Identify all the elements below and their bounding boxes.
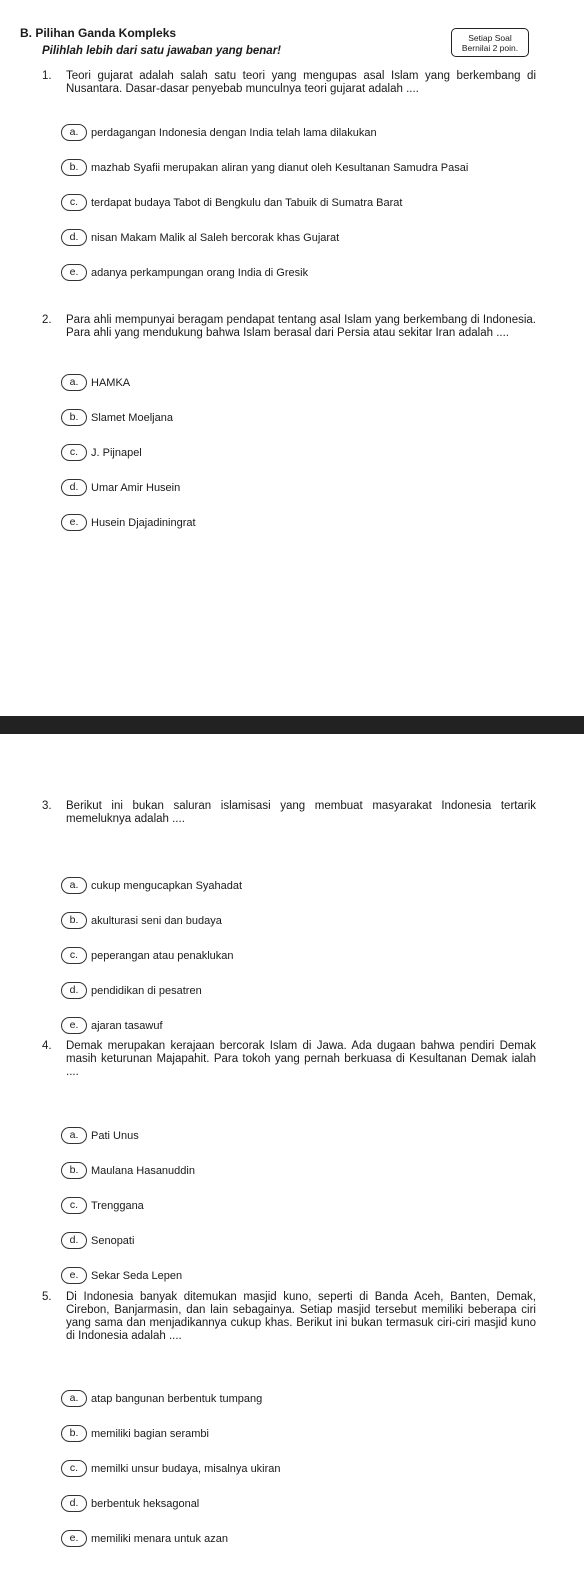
option-text: Slamet Moeljana — [91, 411, 173, 424]
instruction-text: Pilihlah lebih dari satu jawaban yang benar! — [42, 45, 282, 57]
page-divider — [0, 716, 584, 734]
option-letter: c. — [61, 444, 87, 461]
option-text: Maulana Hasanuddin — [91, 1164, 195, 1177]
option-text: Sekar Seda Lepen — [91, 1269, 183, 1282]
option-q4-c[interactable] — [61, 1197, 144, 1215]
section-title: B. Pilihan Ganda Kompleks — [20, 26, 177, 40]
option-q3-b[interactable] — [61, 912, 222, 930]
option-q2-e[interactable] — [61, 514, 196, 532]
option-q5-a[interactable] — [61, 1390, 262, 1408]
option-letter: b. — [61, 1162, 87, 1179]
option-letter: e. — [61, 514, 87, 531]
option-q2-c[interactable] — [61, 444, 142, 462]
question-text: Di Indonesia banyak ditemukan masjid kuno, seperti di Banda Aceh, Banten, Demak, Cirebon, Banjarmasin, dan lain sebagainya. Setiap masjid tersebut memiliki beberapa ciri yang sama dan menjadikannya cukup khas. Berikut ini bukan termasuk ciri-ciri masjid kuno di Indonesia adalah .... — [66, 1291, 536, 1342]
option-q3-c[interactable] — [61, 947, 234, 965]
option-text: memiliki menara untuk azan — [91, 1532, 228, 1545]
badge-line-2: Bernilai 2 poin. — [461, 43, 519, 53]
option-q4-a[interactable] — [61, 1127, 139, 1145]
option-letter: b. — [61, 159, 87, 176]
option-text: nisan Makam Malik al Saleh bercorak khas Gujarat — [91, 231, 340, 244]
option-text: Umar Amir Husein — [91, 481, 181, 494]
question-number: 2. — [42, 314, 52, 326]
badge-line-1: Setiap Soal — [468, 33, 512, 43]
option-letter: d. — [61, 1232, 87, 1249]
question-number: 1. — [42, 70, 52, 82]
option-q5-e[interactable] — [61, 1530, 228, 1548]
option-q3-e[interactable] — [61, 1017, 163, 1035]
option-text: ajaran tasawuf — [91, 1019, 163, 1032]
question-1 — [42, 70, 536, 96]
option-text: mazhab Syafii merupakan aliran yang dianut oleh Kesultanan Samudra Pasai — [91, 161, 469, 174]
option-letter: e. — [61, 264, 87, 281]
question-number: 4. — [42, 1040, 52, 1052]
option-letter: e. — [61, 1530, 87, 1547]
option-letter: d. — [61, 479, 87, 496]
option-letter: e. — [61, 1017, 87, 1034]
option-text: adanya perkampungan orang India di Gresik — [91, 266, 309, 279]
option-q3-d[interactable] — [61, 982, 202, 1000]
option-letter: b. — [61, 409, 87, 426]
option-text: atap bangunan berbentuk tumpang — [91, 1392, 263, 1405]
option-q1-c[interactable] — [61, 194, 402, 212]
option-letter: a. — [61, 1390, 87, 1407]
option-text: peperangan atau penaklukan — [91, 949, 234, 962]
option-text: HAMKA — [91, 376, 131, 389]
page-1 — [0, 0, 584, 716]
option-q3-a[interactable] — [61, 877, 242, 895]
question-text: Para ahli mempunyai beragam pendapat tentang asal Islam yang berkembang di Indonesia. Para ahli yang mendukung bahwa Islam berasal dari Persia atau sekitar Iran adalah .... — [66, 314, 536, 339]
option-text: Senopati — [91, 1234, 135, 1247]
option-q4-e[interactable] — [61, 1267, 182, 1285]
question-5 — [42, 1291, 536, 1343]
option-q5-d[interactable] — [61, 1495, 199, 1513]
option-text: memiliki bagian serambi — [91, 1427, 209, 1440]
option-text: Trenggana — [91, 1199, 144, 1212]
option-q1-d[interactable] — [61, 229, 339, 247]
option-text: terdapat budaya Tabot di Bengkulu dan Tabuik di Sumatra Barat — [91, 196, 403, 209]
question-text: Demak merupakan kerajaan bercorak Islam di Jawa. Ada dugaan bahwa pendiri Demak masih keturunan Majapahit. Para tokoh yang pernah berkuasa di Kesultanan Demak ialah .... — [66, 1040, 536, 1078]
option-letter: d. — [61, 1495, 87, 1512]
question-text: Berikut ini bukan saluran islamisasi yang membuat masyarakat Indonesia tertarik memeluknya adalah .... — [66, 800, 536, 825]
question-4 — [42, 1040, 536, 1079]
question-number: 3. — [42, 800, 52, 812]
option-letter: d. — [61, 982, 87, 999]
option-q5-b[interactable] — [61, 1425, 209, 1443]
option-q1-a[interactable] — [61, 124, 377, 142]
option-text: Husein Djajadiningrat — [91, 516, 196, 529]
page-2 — [0, 734, 584, 1569]
option-text: memilki unsur budaya, misalnya ukiran — [91, 1462, 281, 1475]
option-letter: b. — [61, 912, 87, 929]
option-letter: c. — [61, 947, 87, 964]
option-q2-d[interactable] — [61, 479, 180, 497]
option-letter: a. — [61, 374, 87, 391]
option-text: berbentuk heksagonal — [91, 1497, 200, 1510]
question-2 — [42, 314, 536, 340]
option-q2-b[interactable] — [61, 409, 173, 427]
question-number: 5. — [42, 1291, 52, 1303]
option-q4-b[interactable] — [61, 1162, 195, 1180]
option-letter: c. — [61, 194, 87, 211]
option-q5-c[interactable] — [61, 1460, 281, 1478]
option-text: J. Pijnapel — [91, 446, 142, 459]
question-text: Teori gujarat adalah salah satu teori yang mengupas asal Islam yang berkembang di Nusantara. Dasar-dasar penyebab munculnya teori gujarat adalah .... — [66, 70, 536, 95]
option-letter: a. — [61, 1127, 87, 1144]
option-text: cukup mengucapkan Syahadat — [91, 879, 243, 892]
option-text: perdagangan Indonesia dengan India telah lama dilakukan — [91, 126, 377, 139]
option-text: pendidikan di pesatren — [91, 984, 202, 997]
option-letter: d. — [61, 229, 87, 246]
option-letter: c. — [61, 1197, 87, 1214]
option-letter: c. — [61, 1460, 87, 1477]
option-letter: a. — [61, 877, 87, 894]
option-letter: e. — [61, 1267, 87, 1284]
option-q1-e[interactable] — [61, 264, 308, 282]
option-letter: b. — [61, 1425, 87, 1442]
option-q1-b[interactable] — [61, 159, 468, 177]
option-q2-a[interactable] — [61, 374, 130, 392]
option-q4-d[interactable] — [61, 1232, 134, 1250]
option-letter: a. — [61, 124, 87, 141]
question-3 — [42, 800, 536, 826]
option-text: Pati Unus — [91, 1129, 139, 1142]
points-badge — [451, 28, 529, 57]
option-text: akulturasi seni dan budaya — [91, 914, 222, 927]
